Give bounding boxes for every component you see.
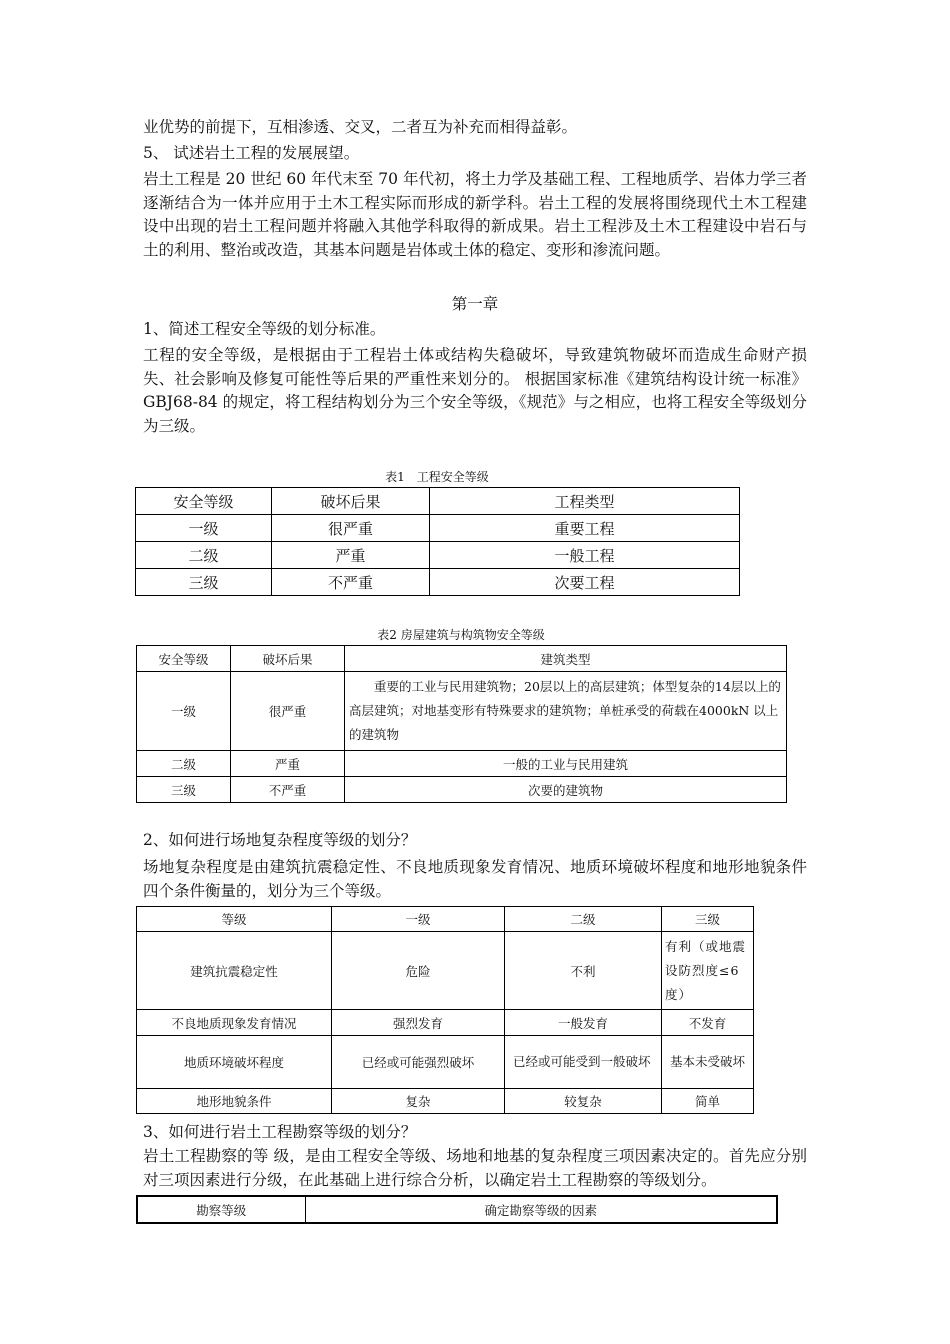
table1-caption: 表1 工程安全等级 — [385, 470, 489, 484]
table-row — [136, 569, 740, 596]
table-survey-grade — [136, 1195, 778, 1224]
table-header-row — [137, 646, 787, 672]
header-cell: 破坏后果 — [231, 646, 345, 672]
table-cell: 次要工程 — [430, 569, 740, 596]
header-cell: 等级 — [137, 907, 332, 932]
question-3: 3、如何进行岩土工程勘察等级的划分？ — [143, 1123, 417, 1141]
table-cell: 不严重 — [272, 569, 430, 596]
question-5: 5、 试述岩土工程的发展展望。 — [143, 144, 360, 162]
header-cell: 勘察等级 — [137, 1196, 305, 1223]
table-row — [137, 1036, 754, 1089]
table-cell: 重要工程 — [430, 515, 740, 542]
header-cell: 安全等级 — [136, 488, 272, 515]
table-cell: 不良地质现象发育情况 — [137, 1010, 332, 1036]
table-cell: 危险 — [332, 932, 505, 1010]
table-cell: 不严重 — [231, 777, 345, 803]
answer-2: 场地复杂程度是由建筑抗震稳定性、不良地质现象发育情况、地质环境破坏程度和地形地貌条件四个条件衡量的，划分为三个等级。 — [143, 858, 807, 900]
table-cell: 一级 — [136, 515, 272, 542]
table-cell: 二级 — [137, 751, 231, 777]
header-cell: 安全等级 — [137, 646, 231, 672]
table-cell: 一级 — [137, 672, 231, 751]
table-cell: 已经或可能受到一般破坏 — [505, 1036, 662, 1089]
table-header-row — [137, 1196, 777, 1223]
table-cell: 一般工程 — [430, 542, 740, 569]
table-cell: 不发育 — [662, 1010, 754, 1036]
table-cell: 一般的工业与民用建筑 — [345, 751, 787, 777]
question-2: 2、如何进行场地复杂程度等级的划分？ — [143, 831, 417, 849]
table-header-row — [136, 488, 740, 515]
header-cell: 工程类型 — [430, 488, 740, 515]
table-cell: 三级 — [136, 569, 272, 596]
paragraph-continuation: 业优势的前提下，互相渗透、交叉，二者互为补充而相得益彰。 — [143, 118, 578, 136]
table-row — [137, 1089, 754, 1114]
table-cell: 一般发育 — [505, 1010, 662, 1036]
table-cell: 严重 — [272, 542, 430, 569]
answer-5: 岩土工程是 20 世纪 60 年代末至 70 年代初，将土力学及基础工程、工程地质学、岩体力学三者逐渐结合为一体并应用于土木工程实际而形成的新学科。岩土工程的发展将围绕现代土木工程建设中出现的岩土工程问题并将融入其他学科取得的新成果。岩土工程涉及土木工程建设中岩石与土的利用、整治或改造，其基本问题是岩体或土体的稳定、变形和渗流问题。 — [143, 170, 807, 259]
table-row — [137, 932, 754, 1010]
header-cell: 一级 — [332, 907, 505, 932]
header-cell: 破坏后果 — [272, 488, 430, 515]
table-cell: 地形地貌条件 — [137, 1089, 332, 1114]
table-row — [137, 1010, 754, 1036]
header-cell: 三级 — [662, 907, 754, 932]
table-cell: 复杂 — [332, 1089, 505, 1114]
answer-1: 工程的安全等级，是根据由于工程岩土体或结构失稳破坏，导致建筑物破坏而造成生命财产损失、社会影响及修复可能性等后果的严重性来划分的。 根据国家标准《建筑结构设计统一标准》GBJ68-84 的规定，将工程结构划分为三个安全等级，《规范》与之相应，也将工程安全等级划分为三级。 — [143, 346, 807, 435]
table-safety-grade — [135, 487, 740, 596]
table-cell: 很严重 — [231, 672, 345, 751]
table-cell: 建筑抗震稳定性 — [137, 932, 332, 1010]
table-cell: 较复杂 — [505, 1089, 662, 1114]
chapter-title: 第一章 — [451, 295, 499, 313]
table-cell: 严重 — [231, 751, 345, 777]
header-cell: 建筑类型 — [345, 646, 787, 672]
answer-3: 岩土工程勘察的等 级，是由工程安全等级、场地和地基的复杂程度三项因素决定的。首先应分别对三项因素进行分级，在此基础上进行综合分析，以确定岩土工程勘察的等级划分。 — [143, 1147, 807, 1189]
table-cell: 基本未受破坏 — [662, 1036, 754, 1089]
table-cell: 很严重 — [272, 515, 430, 542]
table-row — [137, 777, 787, 803]
table-cell: 已经或可能强烈破坏 — [332, 1036, 505, 1089]
table-header-row — [137, 907, 754, 932]
table-building-safety-grade — [136, 645, 787, 803]
header-cell: 确定勘察等级的因素 — [305, 1196, 777, 1223]
table-cell: 简单 — [662, 1089, 754, 1114]
table-site-complexity — [136, 906, 754, 1114]
table2-caption: 表2 房屋建筑与构筑物安全等级 — [377, 628, 545, 642]
table-cell: 二级 — [136, 542, 272, 569]
table-cell: 强烈发育 — [332, 1010, 505, 1036]
table-cell: 地质环境破坏程度 — [137, 1036, 332, 1089]
table-cell: 有利（或地震设防烈度≤6度） — [662, 932, 754, 1010]
header-cell: 二级 — [505, 907, 662, 932]
question-1: 1、简述工程安全等级的划分标准。 — [143, 320, 386, 338]
table-row — [136, 542, 740, 569]
table-cell: 三级 — [137, 777, 231, 803]
table-row — [137, 751, 787, 777]
table-cell: 次要的建筑物 — [345, 777, 787, 803]
table-row — [136, 515, 740, 542]
table-cell: 不利 — [505, 932, 662, 1010]
table-row — [137, 672, 787, 751]
table-cell: 重要的工业与民用建筑物；20层以上的高层建筑；体型复杂的14层以上的高层建筑；对地基变形有特殊要求的建筑物；单桩承受的荷载在4000kN 以上的建筑物 — [345, 672, 787, 751]
